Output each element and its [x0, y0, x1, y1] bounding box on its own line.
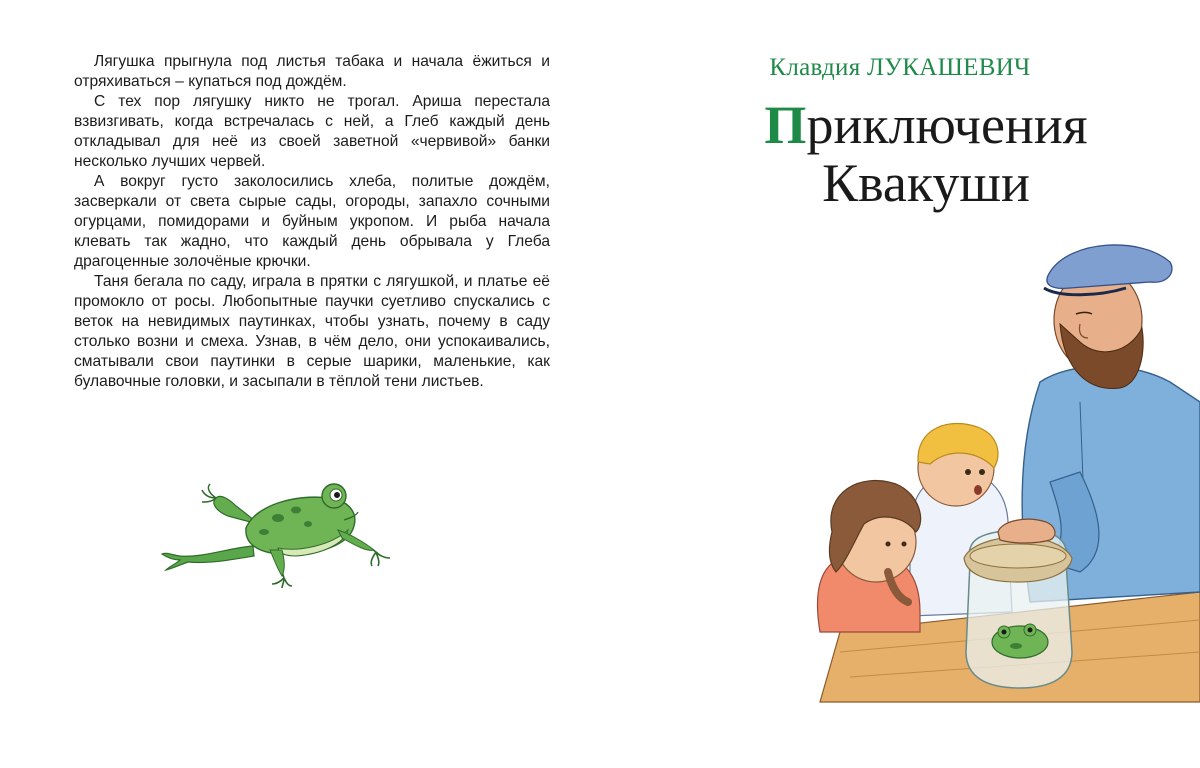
man-children-frog-jar-illustration	[780, 232, 1200, 712]
frog-illustration	[158, 468, 398, 588]
paragraph: С тех пор лягушку никто не трогал. Ариша перестала взвизгивать, когда встречалась с ней, а Глеб каждый день откладывал для неё из своей заветной «червивой» банки несколько лучших червей.	[74, 93, 550, 170]
paragraph: Лягушка прыгнула под листья табака и начала ёжиться и отряхиваться – купаться под дождём.	[74, 53, 550, 90]
paragraph: А вокруг густо заколосились хлеба, политые дождём, засверкали от света сырые сады, огороды, запахло сочными огурцами, помидорами и буйным укропом. И рыба начала клевать так жадно, что каждый день обрывала у Глеба драгоценные золочёные крючки.	[74, 173, 550, 270]
title-line-1-rest: риключения	[806, 95, 1088, 155]
author-name: Клавдия ЛУКАШЕВИЧ	[769, 54, 1031, 81]
right-page	[600, 0, 1200, 768]
title-line-1	[706, 96, 1146, 154]
title-line-2: Квакуши	[822, 153, 1030, 213]
title-initial: П	[764, 95, 807, 155]
book-title	[706, 96, 1146, 212]
paragraph: Таня бегала по саду, играла в прятки с лягушкой, и платье её промокло от росы. Любопытные паучки суетливо спускались с веток на невидимых паутинках, чтобы узнать, почему в саду столько возни и смеха. Узнав, в чём дело, они успокаивались, сматывали свои паутинки в серые шарики, маленькие, как булавочные головки, и засыпали в тёплой тени листьев.	[74, 273, 550, 390]
story-text	[74, 52, 550, 392]
